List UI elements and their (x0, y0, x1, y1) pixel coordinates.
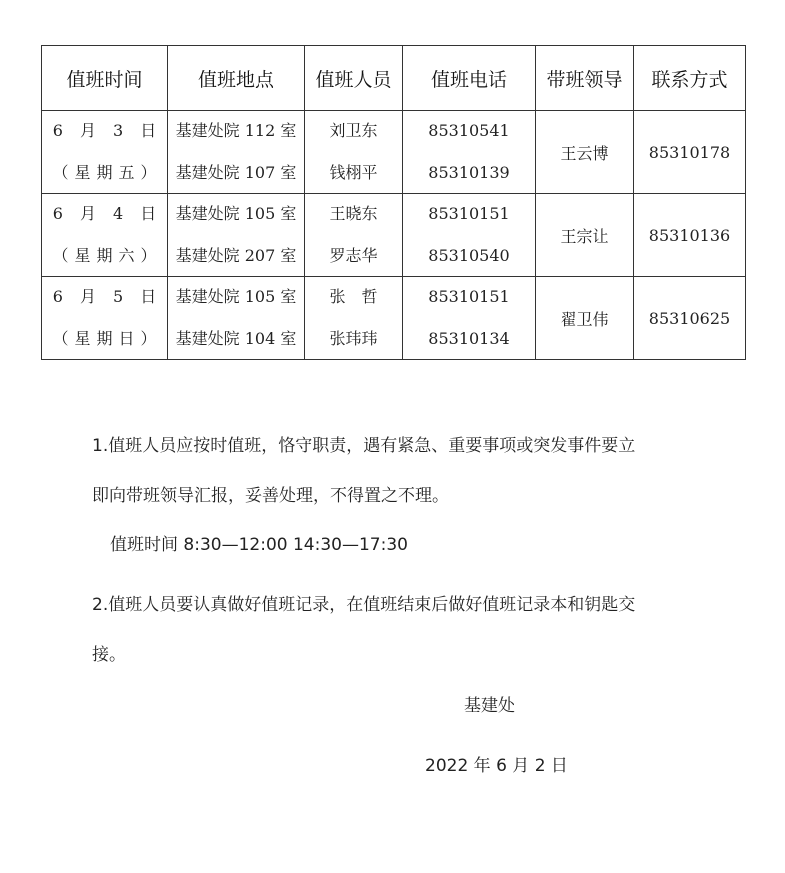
contact-cell: 85310136 (634, 194, 746, 277)
note-1-line-1: 1.值班人员应按时值班，恪守职责，遇有紧急、重要事项或突发事件要立 (92, 436, 636, 456)
date-cell (42, 194, 168, 277)
header-contact: 联系方式 (634, 46, 746, 111)
table-row (42, 194, 746, 277)
table-row (42, 111, 746, 194)
signature-org: 基建处 (464, 696, 515, 716)
weekday-text: （星期日） (52, 329, 163, 348)
duty-hours (110, 520, 720, 570)
staff-name: 钱栩平 (329, 163, 378, 182)
staff-name: 罗志华 (329, 246, 378, 265)
location-cell (168, 111, 305, 194)
header-leader: 带班领导 (536, 46, 634, 111)
phone-number: 85310540 (428, 246, 510, 265)
header-duty-staff: 值班人员 (305, 46, 403, 111)
note-item-1 (92, 421, 702, 521)
phone-number: 85310151 (428, 287, 510, 306)
location-text: 基建处院 112 室 (175, 121, 297, 140)
phone-cell (403, 277, 536, 360)
phone-number: 85310134 (428, 329, 510, 348)
phone-number: 85310541 (428, 121, 510, 140)
phone-cell (403, 111, 536, 194)
staff-cell (305, 111, 403, 194)
header-duty-phone: 值班电话 (403, 46, 536, 111)
location-cell (168, 277, 305, 360)
weekday-text: （星期五） (52, 163, 163, 182)
duty-hours-text: 值班时间 8:30—12:00 14:30—17:30 (110, 535, 408, 555)
date-text: 6 月 3 日 (52, 121, 163, 140)
signature-date: 2022 年 6 月 2 日 (425, 756, 568, 776)
staff-cell (305, 194, 403, 277)
staff-cell (305, 277, 403, 360)
staff-name: 王晓东 (329, 204, 378, 223)
location-text: 基建处院 104 室 (175, 329, 297, 348)
location-text: 基建处院 107 室 (175, 163, 297, 182)
location-text: 基建处院 105 室 (175, 204, 297, 223)
location-cell (168, 194, 305, 277)
staff-name: 张 哲 (329, 287, 378, 306)
table-header-row (42, 46, 746, 111)
staff-name: 张玮玮 (329, 329, 378, 348)
header-duty-location: 值班地点 (168, 46, 305, 111)
phone-number: 85310139 (428, 163, 510, 182)
note-2-line-1: 2.值班人员要认真做好值班记录，在值班结束后做好值班记录本和钥匙交 (92, 595, 636, 615)
contact-cell: 85310625 (634, 277, 746, 360)
contact-cell: 85310178 (634, 111, 746, 194)
date-cell (42, 111, 168, 194)
staff-name: 刘卫东 (329, 121, 378, 140)
date-cell (42, 277, 168, 360)
phone-number: 85310151 (428, 204, 510, 223)
weekday-text: （星期六） (52, 246, 163, 265)
note-item-2 (92, 580, 702, 680)
note-2-line-2: 接。 (92, 645, 126, 665)
duty-schedule-table (41, 45, 746, 360)
note-1-line-2: 即向带班领导汇报，妥善处理，不得置之不理。 (92, 486, 449, 506)
date-text: 6 月 5 日 (52, 287, 163, 306)
location-text: 基建处院 105 室 (175, 287, 297, 306)
date-text: 6 月 4 日 (52, 204, 163, 223)
table-row (42, 277, 746, 360)
leader-cell: 王宗让 (536, 194, 634, 277)
location-text: 基建处院 207 室 (175, 246, 297, 265)
header-duty-time: 值班时间 (42, 46, 168, 111)
leader-cell: 翟卫伟 (536, 277, 634, 360)
leader-cell: 王云博 (536, 111, 634, 194)
phone-cell (403, 194, 536, 277)
